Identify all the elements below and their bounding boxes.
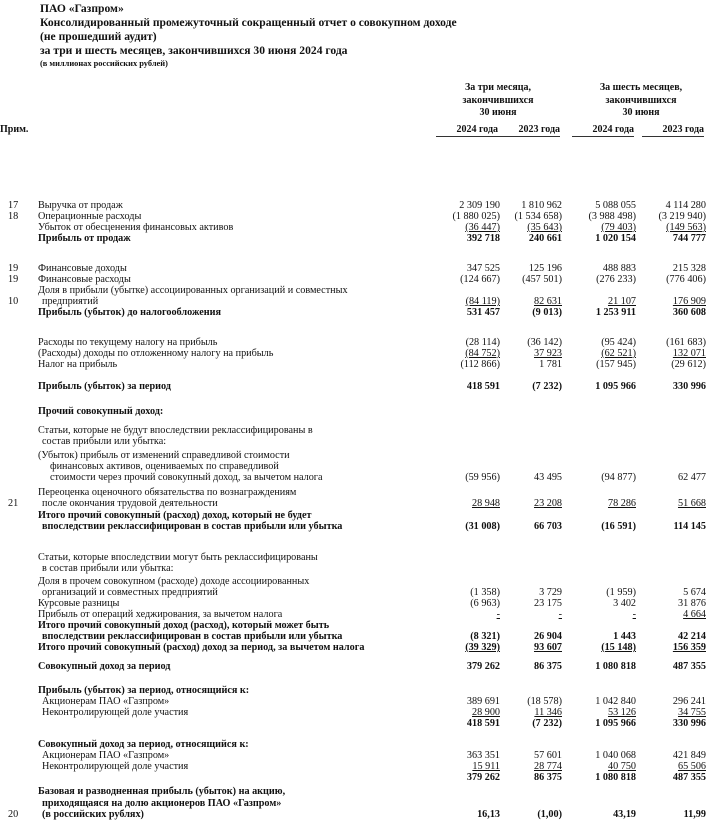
value-cell: (62 521) [601, 348, 636, 359]
row-label: после окончания трудовой деятельности [42, 498, 218, 509]
row-label: состав прибыли или убытка: [42, 436, 167, 447]
value-cell: 487 355 [672, 661, 706, 672]
value-cell: (3 988 498) [588, 211, 636, 222]
year-header: 2024 года [572, 125, 634, 137]
value-cell: 125 196 [528, 263, 562, 274]
value-cell: (124 667) [460, 274, 500, 285]
year-header: 2024 года [436, 125, 498, 137]
value-cell: 51 668 [677, 498, 706, 509]
year-header: 2023 года [642, 125, 704, 137]
value-cell: 531 457 [466, 307, 500, 318]
row-label: Итого прочий совокупный (расход) доход, который не будет [38, 510, 312, 521]
value-cell: 62 477 [677, 472, 706, 483]
value-cell: 65 506 [677, 761, 706, 772]
row-label: Совокупный доход за период, относящийся к: [38, 739, 249, 750]
row-label: Операционные расходы [38, 211, 142, 222]
company-name: ПАО «Газпром» [40, 2, 124, 15]
report-period: за три и шесть месяцев, закончившихся 30 июня 2024 года [40, 44, 348, 57]
value-cell: (9 013) [532, 307, 562, 318]
value-cell: 15 911 [472, 761, 500, 772]
row-label: Базовая и разводненная прибыль (убыток) на акцию, [38, 786, 286, 797]
value-cell: 23 175 [533, 598, 562, 609]
value-cell: 42 214 [677, 631, 706, 642]
value-cell: (112 866) [460, 359, 500, 370]
value-cell: (84 119) [465, 296, 500, 307]
value-cell: 4 664 [683, 609, 706, 620]
value-cell: 156 359 [672, 642, 706, 653]
value-cell: 26 904 [533, 631, 562, 642]
value-cell: 1 253 911 [595, 307, 636, 318]
value-cell: 1 810 962 [521, 200, 562, 211]
row-label: Итого прочий совокупный (расход) доход за период, за вычетом налога [38, 642, 365, 653]
row-label: Акционерам ПАО «Газпром» [42, 696, 170, 707]
value-cell: (1 358) [470, 587, 500, 598]
value-cell: 1 781 [539, 359, 562, 370]
value-cell: (94 877) [601, 472, 636, 483]
value-cell: 1 020 154 [595, 233, 636, 244]
value-cell: 1 443 [613, 631, 636, 642]
value-cell: 114 145 [673, 521, 706, 532]
note-number: 19 [8, 263, 19, 274]
row-label: Выручка от продаж [38, 200, 123, 211]
value-cell: (8 321) [470, 631, 500, 642]
row-label: Расходы по текущему налогу на прибыль [38, 337, 218, 348]
value-cell: 296 241 [672, 696, 706, 707]
value-cell: 347 525 [466, 263, 500, 274]
row-label: Доля в прочем совокупном (расходе) доходе ассоциированных [38, 576, 310, 587]
value-cell: (457 501) [522, 274, 562, 285]
value-cell: (16 591) [601, 521, 636, 532]
value-cell: (7 232) [532, 718, 562, 729]
value-cell: - [558, 609, 562, 620]
row-label: Убыток от обесценения финансовых активов [38, 222, 234, 233]
value-cell: 176 909 [672, 296, 706, 307]
value-cell: (35 643) [527, 222, 562, 233]
note-number: 17 [8, 200, 19, 211]
row-label: Неконтролирующей доле участия [42, 707, 189, 718]
value-cell: 487 355 [672, 772, 706, 783]
value-cell: (95 424) [601, 337, 636, 348]
column-group-three-months: За три месяца, закончившихся 30 июня [462, 82, 534, 119]
audit-note: (не прошедший аудит) [40, 30, 157, 43]
value-cell: (15 148) [601, 642, 636, 653]
value-cell: 43 495 [533, 472, 562, 483]
value-cell: (6 963) [470, 598, 500, 609]
value-cell: 389 691 [466, 696, 500, 707]
note-column-header: Прим. [0, 124, 29, 135]
value-cell: 78 286 [607, 498, 636, 509]
value-cell: (84 752) [465, 348, 500, 359]
row-label: (Убыток) прибыль от изменений справедливой стоимости [38, 450, 290, 461]
row-label: стоимости через прочий совокупный доход, за вычетом налога [50, 472, 323, 483]
value-cell: 11,99 [683, 809, 706, 820]
row-label: Финансовые доходы [38, 263, 127, 274]
value-cell: (1 534 658) [514, 211, 562, 222]
row-label: Прибыль от операций хеджирования, за вычетом налога [38, 609, 283, 620]
value-cell: 5 088 055 [595, 200, 636, 211]
value-cell: - [496, 609, 500, 620]
row-label: приходящаяся на долю акционеров ПАО «Газпром» [42, 798, 282, 809]
row-label: Курсовые разницы [38, 598, 120, 609]
value-cell: 1 080 818 [595, 661, 636, 672]
note-number: 20 [8, 809, 19, 820]
value-cell: 82 631 [533, 296, 562, 307]
value-cell: (776 406) [666, 274, 706, 285]
value-cell: 1 040 068 [595, 750, 636, 761]
value-cell: 1 042 840 [595, 696, 636, 707]
value-cell: 34 755 [677, 707, 706, 718]
value-cell: (29 612) [671, 359, 706, 370]
value-cell: 2 309 190 [459, 200, 500, 211]
value-cell: (3 219 940) [658, 211, 706, 222]
row-label: впоследствии реклассифицирован в состав прибыли или убытка [42, 631, 343, 642]
value-cell: 1 095 966 [595, 718, 636, 729]
value-cell: (36 447) [465, 222, 500, 233]
row-label: впоследствии реклассифицирован в состав прибыли или убытка [42, 521, 343, 532]
value-cell: 488 883 [602, 263, 636, 274]
value-cell: 363 351 [466, 750, 500, 761]
row-label: Доля в прибыли (убытке) ассоциированных организаций и совместных [38, 285, 348, 296]
value-cell: 421 849 [672, 750, 706, 761]
value-cell: 4 114 280 [665, 200, 706, 211]
row-label: Статьи, которые не будут впоследствии реклассифицированы в [38, 425, 313, 436]
note-number: 10 [8, 296, 19, 307]
value-cell: (1 880 025) [452, 211, 500, 222]
value-cell: (31 008) [465, 521, 500, 532]
value-cell: 360 608 [672, 307, 706, 318]
value-cell: 66 703 [533, 521, 562, 532]
value-cell: 21 107 [607, 296, 636, 307]
value-cell: (36 142) [527, 337, 562, 348]
row-label: Статьи, которые впоследствии могут быть реклассифицированы [38, 552, 318, 563]
value-cell: 86 375 [533, 661, 562, 672]
column-group-six-months: За шесть месяцев, закончившихся 30 июня [599, 82, 683, 119]
row-label: Акционерам ПАО «Газпром» [42, 750, 170, 761]
value-cell: (18 578) [527, 696, 562, 707]
value-cell: 86 375 [533, 772, 562, 783]
value-cell: 330 996 [672, 718, 706, 729]
row-label: Финансовые расходы [38, 274, 131, 285]
value-cell: 1 080 818 [595, 772, 636, 783]
value-cell: (7 232) [532, 381, 562, 392]
value-cell: 418 591 [466, 718, 500, 729]
value-cell: (79 403) [601, 222, 636, 233]
value-cell: 37 923 [533, 348, 562, 359]
value-cell: 379 262 [466, 772, 500, 783]
value-cell: (149 563) [666, 222, 706, 233]
row-label: Прибыль от продаж [38, 233, 131, 244]
value-cell: 11 346 [534, 707, 562, 718]
value-cell: 5 674 [683, 587, 706, 598]
value-cell: (28 114) [465, 337, 500, 348]
value-cell: 43,19 [613, 809, 636, 820]
value-cell: 1 095 966 [595, 381, 636, 392]
row-label: в состав прибыли или убытка: [42, 563, 174, 574]
value-cell: 330 996 [672, 381, 706, 392]
value-cell: (157 945) [596, 359, 636, 370]
row-label: Итого прочий совокупный доход (расход), который может быть [38, 620, 330, 631]
value-cell: 215 328 [672, 263, 706, 274]
note-number: 21 [8, 498, 19, 509]
value-cell: (1,00) [537, 809, 562, 820]
value-cell: 93 607 [533, 642, 562, 653]
value-cell: 418 591 [466, 381, 500, 392]
row-label: организаций и совместных предприятий [42, 587, 218, 598]
note-number: 19 [8, 274, 19, 285]
note-number: 18 [8, 211, 19, 222]
value-cell: 379 262 [466, 661, 500, 672]
value-cell: (161 683) [666, 337, 706, 348]
row-label: Прибыль (убыток) за период [38, 381, 171, 392]
value-cell: 3 729 [539, 587, 562, 598]
value-cell: 240 661 [528, 233, 562, 244]
value-cell: (276 233) [596, 274, 636, 285]
value-cell: 23 208 [533, 498, 562, 509]
value-cell: 3 402 [613, 598, 636, 609]
value-cell: 31 876 [677, 598, 706, 609]
row-label: (в российских рублях) [42, 809, 144, 820]
value-cell: 16,13 [477, 809, 500, 820]
value-cell: 132 071 [672, 348, 706, 359]
row-label: Прибыль (убыток) за период, относящийся к: [38, 685, 250, 696]
value-cell: (39 329) [465, 642, 500, 653]
value-cell: 744 777 [672, 233, 706, 244]
value-cell: 57 601 [533, 750, 562, 761]
row-label: Переоценка оценочного обязательства по вознаграждениям [38, 487, 297, 498]
value-cell: 53 126 [607, 707, 636, 718]
row-label: предприятий [42, 296, 99, 307]
row-label: финансовых активов, оцениваемых по справедливой [50, 461, 279, 472]
row-label: Прочий совокупный доход: [38, 406, 164, 417]
year-header: 2023 года [498, 125, 560, 137]
value-cell: (1 959) [606, 587, 636, 598]
row-label: Неконтролирующей доле участия [42, 761, 189, 772]
value-cell: - [632, 609, 636, 620]
value-cell: 392 718 [466, 233, 500, 244]
value-cell: 40 750 [607, 761, 636, 772]
row-label: Прибыль (убыток) до налогообложения [38, 307, 221, 318]
units-note: (в миллионах российских рублей) [40, 59, 168, 68]
row-label: Совокупный доход за период [38, 661, 171, 672]
value-cell: 28 900 [471, 707, 500, 718]
value-cell: 28 774 [533, 761, 562, 772]
value-cell: (59 956) [465, 472, 500, 483]
value-cell: 28 948 [471, 498, 500, 509]
row-label: (Расходы) доходы по отложенному налогу на прибыль [38, 348, 274, 359]
row-label: Налог на прибыль [38, 359, 118, 370]
report-title: Консолидированный промежуточный сокращенный отчет о совокупном доходе [40, 16, 457, 29]
